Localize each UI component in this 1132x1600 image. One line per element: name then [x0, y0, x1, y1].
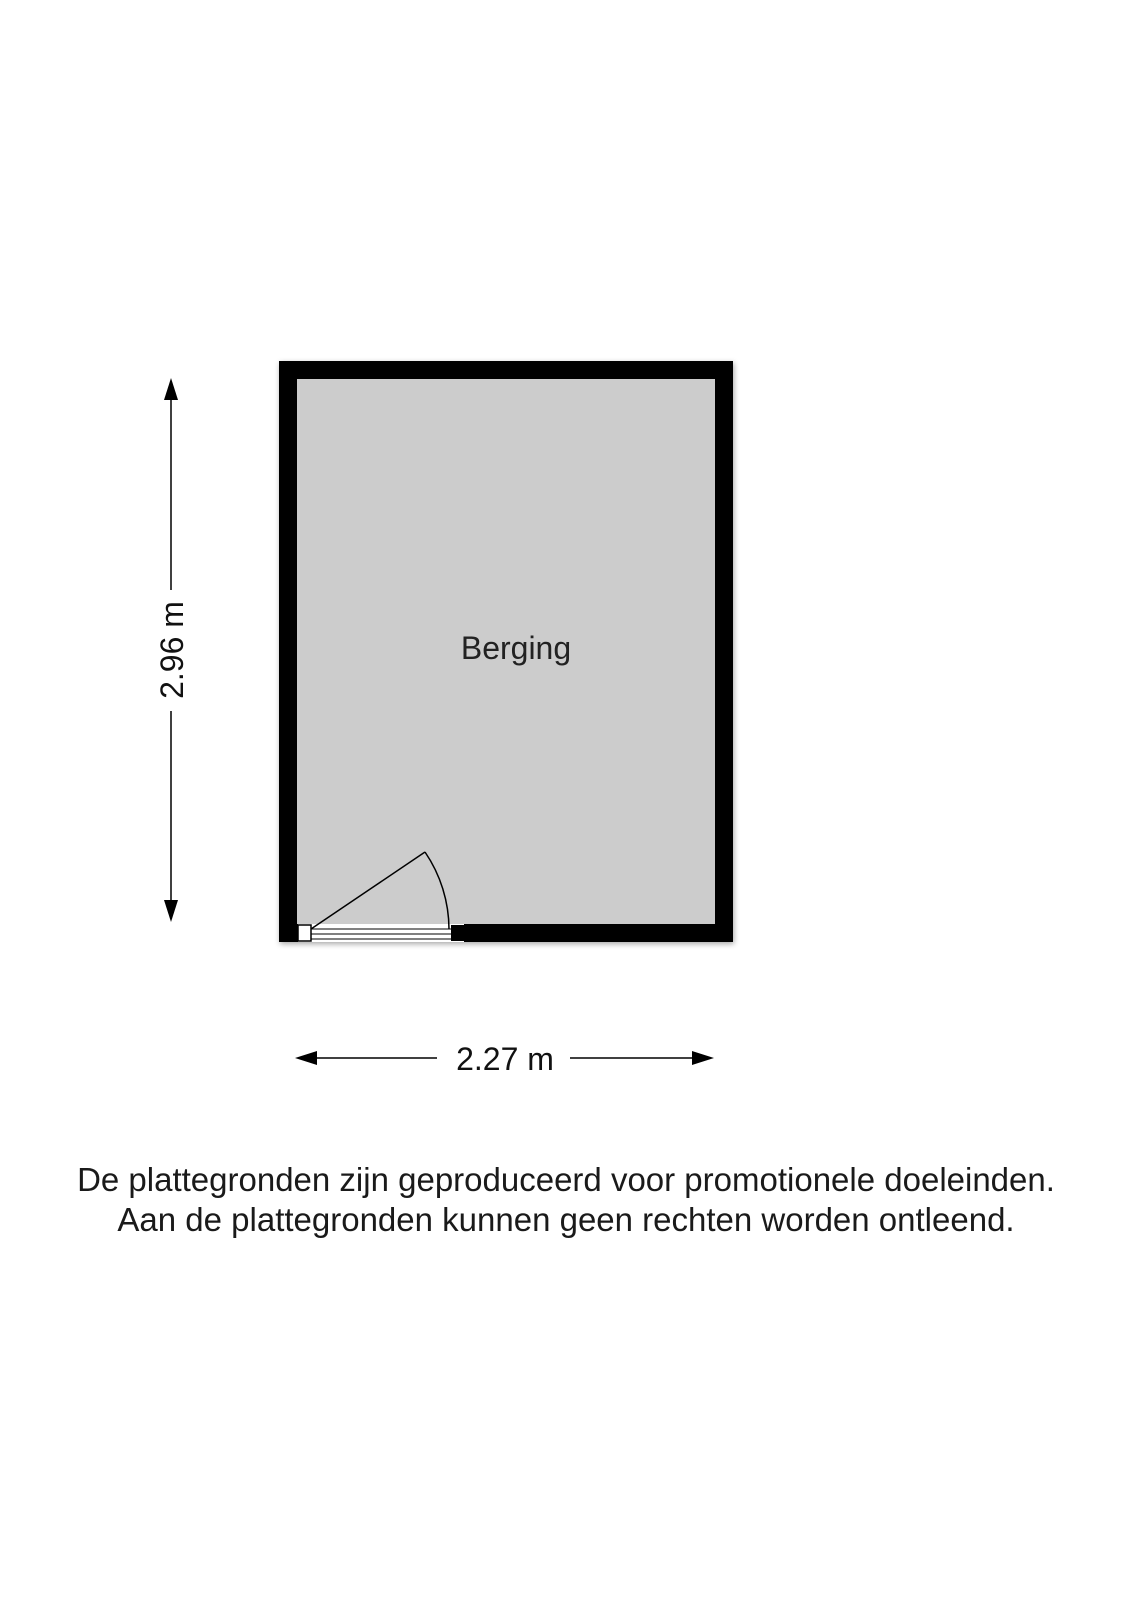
room-label: Berging	[460, 630, 572, 666]
door-frame-left	[298, 925, 311, 941]
disclaimer-line-2: Aan de plattegronden kunnen geen rechten worden ontleend.	[117, 1201, 1015, 1238]
height-dimension-label: 2.96 m	[154, 601, 190, 699]
width-dimension	[295, 1041, 714, 1077]
arrow-left-icon	[295, 1051, 317, 1065]
width-dimension-label: 2.27 m	[456, 1041, 554, 1077]
arrow-right-icon	[692, 1051, 714, 1065]
door-frame-right	[451, 925, 464, 941]
height-dimension	[154, 378, 190, 922]
room-berging	[279, 361, 733, 942]
disclaimer	[0, 1160, 1132, 1240]
arrow-down-icon	[164, 900, 178, 922]
arrow-up-icon	[164, 378, 178, 400]
disclaimer-line-1: De plattegronden zijn geproduceerd voor promotionele doeleinden.	[77, 1161, 1055, 1198]
